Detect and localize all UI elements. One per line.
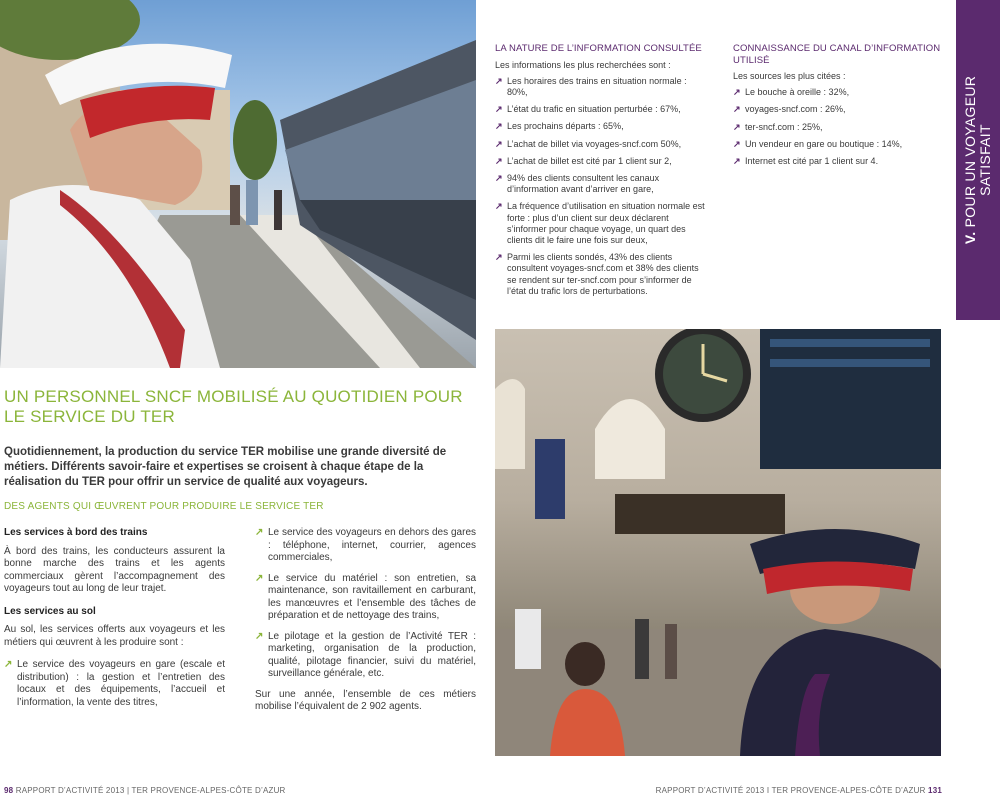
arrow-up-right-icon: ↗ [495,155,503,166]
photo-conductor-illustration [0,0,476,368]
arrow-up-right-icon: ↗ [495,104,503,115]
list-item: ↗ La fréquence d’utilisation en situation normale est forte : plus d’un client sur deux déclarent s’informer pour chaque voyage, un quart des clients dit le faire une fois sur deux, [495,201,705,245]
photo-station-illustration [495,329,941,756]
list-item: ↗ L’achat de billet est cité par 1 client sur 2, [495,155,672,166]
chapter-title-line2: SATISFAIT [977,124,993,196]
agents-total-text: Sur une année, l’ensemble de ces métiers mobilise l’équivalent de 2 902 agents. [255,688,476,712]
info-channel-lead: Les sources les plus citées : [733,71,846,81]
column-left [4,527,225,717]
info-nature-heading: LA NATURE DE L’INFORMATION CONSULTÉE [495,43,702,54]
footer-left [4,786,286,795]
list-item: ↗ Internet est cité par 1 client sur 4. [733,156,879,167]
list-item: ↗ Le service des voyageurs en gare (escale et distribution) : la gestion et l’entretien des locaux et des équipements, l’accueil et l’information, la vente des titres, [4,659,225,708]
list-item: ↗ L’achat de billet via voyages-sncf.com 50%, [495,138,682,149]
list-item: ↗ Parmi les clients sondés, 43% des clients consultent voyages-sncf.com et 38% des clients se rendent sur ter-sncf.com pour s’informer de l’état du trafic lors de perturbations. [495,252,699,296]
list-item: ↗ Le pilotage et la gestion de l’Activité TER : marketing, organisation de la production, qualité, pilotage financier, suivi du matériel, surveillance générale, etc. [255,630,476,679]
services-sol-text: Au sol, les services offerts aux voyageurs et les métiers qui œuvrent à les produire sont : [4,624,225,648]
chapter-tab-label [963,76,993,244]
arrow-up-right-icon: ↗ [495,138,503,149]
list-item: ↗ Un vendeur en gare ou boutique : 14%, [733,138,903,149]
photo-station-hall [495,329,941,756]
arrow-up-right-icon: ↗ [255,630,264,642]
list-item: ↗ Le service des voyageurs en dehors des gares : téléphone, internet, courrier, agences commerciales, [255,527,476,563]
services-sol-heading: Les services au sol [4,605,96,617]
arrow-up-right-icon: ↗ [255,527,264,538]
services-bord-text: À bord des trains, les conducteurs assurent la bonne marche des trains et les agents commerciaux gèrent l’accompagnement des voyageurs tout au long de leur trajet. [4,545,225,594]
arrow-up-right-icon: ↗ [733,87,741,98]
arrow-up-right-icon: ↗ [495,75,503,86]
arrow-up-right-icon: ↗ [733,138,741,149]
arrow-up-right-icon: ↗ [495,252,503,263]
intro-paragraph: Quotidiennement, la production du service TER mobilise une grande diversité de métiers. Différents savoir-faire et expertises se croisent à chaque étape de la réalisation du TER pour offrir un service de qualité aux voyageurs. [4,446,447,488]
arrow-up-right-icon: ↗ [733,156,741,167]
list-item: ↗ 94% des clients consultent les canaux d’information avant d’arriver en gare, [495,172,660,195]
services-sol-list [4,659,225,709]
info-nature-list [495,76,705,297]
arrow-up-right-icon: ↗ [495,201,503,212]
services-bord-heading: Les services à bord des trains [4,527,148,538]
page-title: UN PERSONNEL SNCF MOBILISÉ AU QUOTIDIEN POUR LE SERVICE DU TER [4,387,463,426]
list-item: ↗ Les horaires des trains en situation normale : 80%, [495,75,687,97]
arrow-up-right-icon: ↗ [255,572,264,584]
arrow-up-right-icon: ↗ [4,659,13,670]
column-right [255,527,476,724]
footer-right [656,786,942,795]
list-item: ↗ Le service du matériel : son entretien, sa maintenance, son ravitaillement en carburant, les manœuvres et l’ensemble des tâches de préparation et de nettoyage des trains, [255,572,476,621]
services-list-continued [255,527,476,681]
info-nature-section [495,43,705,303]
chapter-number: V. [962,231,978,245]
chapter-title-line1: POUR UN VOYAGEUR [962,75,978,228]
photo-conductor-platform [0,0,476,368]
agents-heading: DES AGENTS QUI ŒUVRENT POUR PRODUIRE LE SERVICE TER [4,501,324,512]
list-item: ↗ voyages-sncf.com : 26%, [733,104,846,115]
arrow-up-right-icon: ↗ [495,121,503,132]
arrow-up-right-icon: ↗ [733,104,741,115]
info-channel-list [733,87,948,167]
list-item: ↗ L’état du trafic en situation perturbée : 67%, [495,104,681,115]
arrow-up-right-icon: ↗ [733,121,741,132]
info-nature-lead: Les informations les plus recherchées sont : [495,59,671,70]
info-channel-heading: CONNAISSANCE DU CANAL D’INFORMATION UTILISÉ [733,43,941,66]
list-item: ↗ ter-sncf.com : 25%, [733,121,823,132]
info-channel-section [733,43,948,173]
arrow-up-right-icon: ↗ [495,172,503,183]
footer-right-text: RAPPORT D’ACTIVITÉ 2013 I TER PROVENCE-ALPES-CÔTE D’AZUR [655,786,926,795]
page-number-left: 98 [4,786,14,795]
chapter-tab [956,0,1000,320]
list-item: ↗ Les prochains départs : 65%, [495,121,624,132]
list-item: ↗ Le bouche à oreille : 32%, [733,87,850,98]
footer-left-text: RAPPORT D’ACTIVITÉ 2013 | TER PROVENCE-ALPES-CÔTE D’AZUR [15,786,286,795]
page-number-right: 131 [928,786,942,795]
